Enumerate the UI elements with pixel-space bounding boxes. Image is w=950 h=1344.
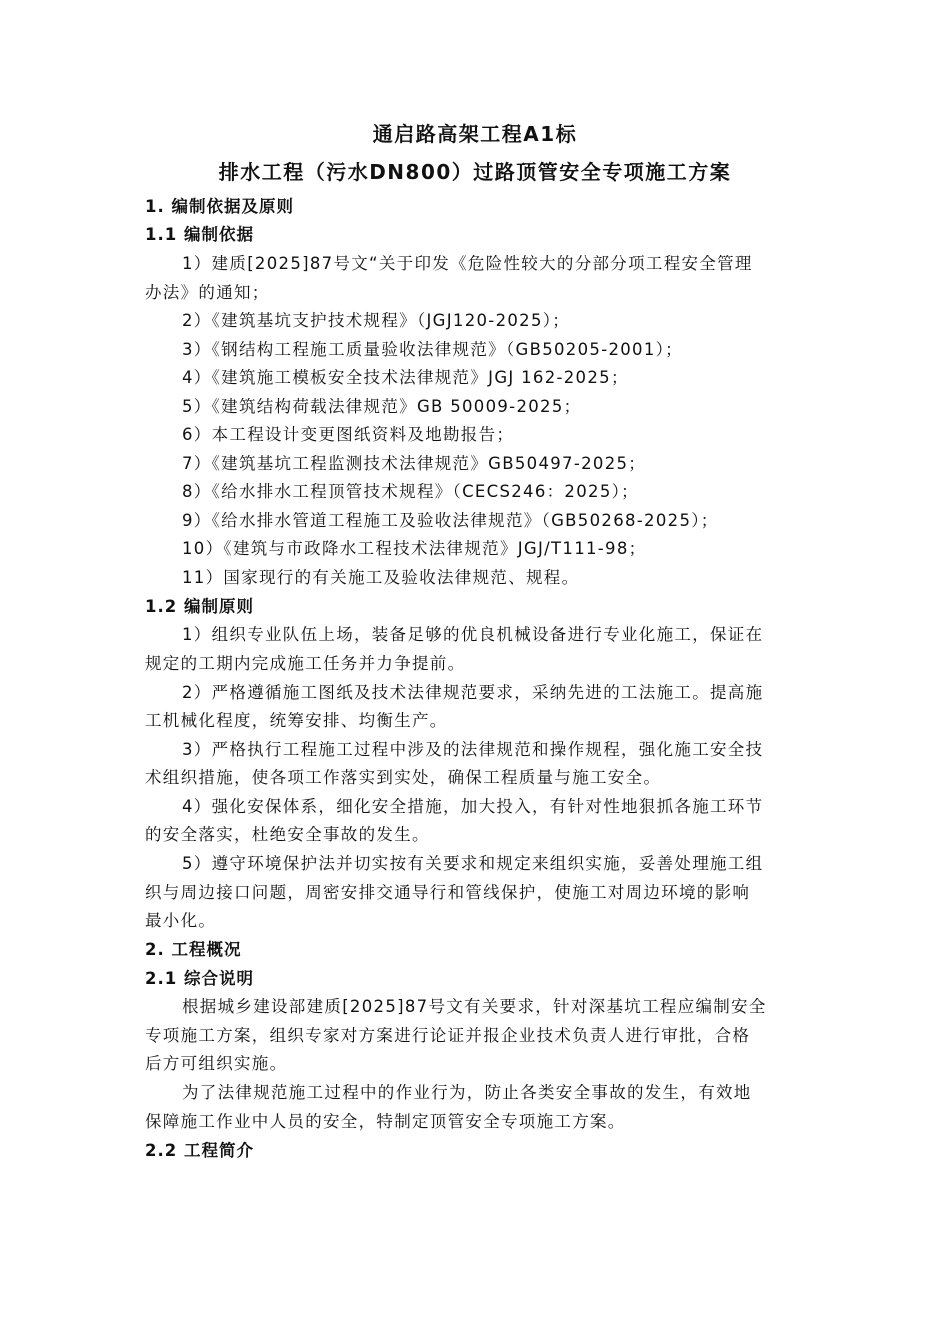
section-heading-2-1: 2.1 综合说明 xyxy=(145,969,254,988)
basis-item: 11）国家现行的有关施工及验收法律规范、规程。 xyxy=(182,568,580,587)
basis-item: 7）《建筑基坑工程监测技术法律规范》GB50497-2025； xyxy=(182,454,647,473)
principle-paragraph-continuation: 术组织措施，使各项工作落实到实处，确保工程质量与施工安全。 xyxy=(145,768,662,787)
basis-item: 2）《建筑基坑支护技术规程》（JGJ120-2025）； xyxy=(182,311,571,330)
basis-item: 8）《给水排水工程顶管技术规程》（CECS246：2025）； xyxy=(182,482,639,501)
summary-paragraph-continuation: 后方可组织实施。 xyxy=(145,1054,288,1073)
section-heading-1: 1. 编制依据及原则 xyxy=(145,197,294,216)
basis-item: 1）建质[2025]87号文“关于印发《危险性较大的分部分项工程安全管理 xyxy=(182,254,753,273)
basis-item: 6）本工程设计变更图纸资料及地勘报告； xyxy=(182,425,515,444)
basis-item-continuation: 办法》的通知； xyxy=(145,283,270,302)
summary-paragraph-continuation: 保障施工作业中人员的安全，特制定顶管安全专项施工方案。 xyxy=(145,1112,626,1131)
principle-paragraph-continuation: 的安全落实，杜绝安全事故的发生。 xyxy=(145,825,430,844)
principle-paragraph-continuation: 规定的工期内完成施工任务并力争提前。 xyxy=(145,654,466,673)
basis-item: 9）《给水排水管道工程施工及验收法律规范》（GB50268-2025）； xyxy=(182,511,719,530)
principle-paragraph: 1）组织专业队伍上场，装备足够的优良机械设备进行专业化施工，保证在 xyxy=(182,625,764,644)
section-heading-1-1: 1.1 编制依据 xyxy=(145,225,254,244)
document-subtitle: 排水工程（污水DN800）过路顶管安全专项施工方案 xyxy=(218,160,732,184)
basis-item: 5）《建筑结构荷载法律规范》GB 50009-2025； xyxy=(182,397,582,416)
summary-paragraph-continuation: 专项施工方案，组织专家对方案进行论证并报企业技术负责人进行审批，合格 xyxy=(145,1026,751,1045)
principle-paragraph: 4）强化安保体系，细化安全措施，加大投入，有针对性地狠抓各施工环节 xyxy=(182,797,764,816)
principle-paragraph: 5）遵守环境保护法并切实按有关要求和规定来组织实施，妥善处理施工组 xyxy=(182,854,764,873)
principle-paragraph-continuation: 织与周边接口问题，周密安排交通导行和管线保护，使施工对周边环境的影响 xyxy=(145,883,751,902)
section-heading-2: 2. 工程概况 xyxy=(145,940,242,959)
summary-paragraph: 为了法律规范施工过程中的作业行为，防止各类安全事故的发生，有效地 xyxy=(182,1083,752,1102)
principle-paragraph: 3）严格执行工程施工过程中涉及的法律规范和操作规程，强化施工安全技 xyxy=(182,740,764,759)
section-heading-1-2: 1.2 编制原则 xyxy=(145,597,254,616)
principle-paragraph-continuation: 最小化。 xyxy=(145,911,217,930)
summary-paragraph: 根据城乡建设部建质[2025]87号文有关要求，针对深基坑工程应编制安全 xyxy=(182,997,767,1016)
document-title: 通启路高架工程A1标 xyxy=(372,122,578,146)
principle-paragraph-continuation: 工机械化程度，统筹安排、均衡生产。 xyxy=(145,711,448,730)
section-heading-2-2: 2.2 工程简介 xyxy=(145,1141,254,1160)
basis-item: 10）《建筑与市政降水工程技术法律规范》JGJ/T111-98； xyxy=(182,539,647,558)
basis-item: 3）《钢结构工程施工质量验收法律规范》（GB50205-2001）； xyxy=(182,340,683,359)
basis-item: 4）《建筑施工模板安全技术法律规范》JGJ 162-2025； xyxy=(182,368,629,387)
principle-paragraph: 2）严格遵循施工图纸及技术法律规范要求，采纳先进的工法施工。提高施 xyxy=(182,683,764,702)
